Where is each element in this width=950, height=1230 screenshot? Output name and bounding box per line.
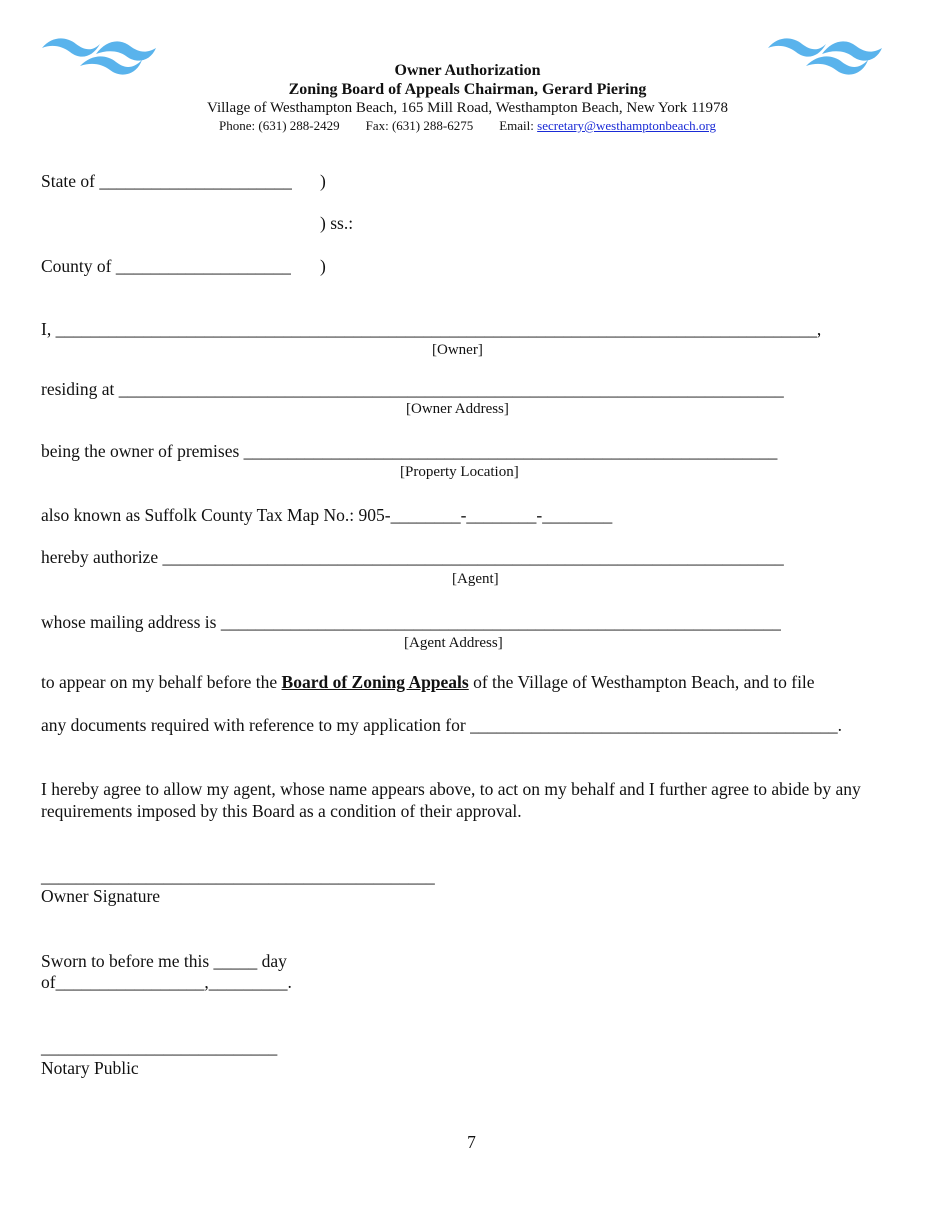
- application-field[interactable]: any documents required with reference to my application for __________________________________________.: [41, 715, 842, 735]
- owner-signature-label: Owner Signature: [41, 886, 161, 906]
- state-paren: ): [320, 171, 326, 191]
- board-name: Board of Zoning Appeals: [281, 672, 469, 692]
- agent-field[interactable]: hereby authorize _______________________________________________________________________: [41, 547, 784, 567]
- letterhead: [0, 61, 935, 134]
- agent-address-field[interactable]: whose mailing address is ________________________________________________________________: [41, 612, 781, 632]
- tax-map-field[interactable]: also known as Suffolk County Tax Map No.: 905-________-________-________: [41, 505, 613, 525]
- sworn-day-field[interactable]: Sworn to before me this _____ day: [41, 951, 287, 971]
- agent-caption: [Agent]: [452, 571, 499, 587]
- fax-number: Fax: (631) 288-6275: [365, 118, 474, 133]
- county-paren: ): [320, 256, 326, 276]
- document-subtitle: Zoning Board of Appeals Chairman, Gerard Piering: [288, 81, 647, 98]
- notary-label: Notary Public: [41, 1058, 139, 1078]
- property-location-caption: [Property Location]: [400, 464, 519, 480]
- property-location-field[interactable]: being the owner of premises _____________________________________________________________: [41, 441, 778, 461]
- email-label: Email:: [499, 118, 534, 133]
- agent-address-caption: [Agent Address]: [404, 635, 503, 651]
- contact-line: [0, 117, 935, 134]
- appear-statement: to appear on my behalf before the Board of Zoning Appeals of the Village of Westhampton Beach, and to file: [41, 672, 815, 692]
- state-field[interactable]: State of ______________________: [41, 171, 292, 191]
- ss-label: ) ss.:: [320, 213, 354, 233]
- document-title: Owner Authorization: [394, 62, 541, 79]
- notary-signature-field[interactable]: ___________________________: [41, 1037, 278, 1057]
- agreement-paragraph: I hereby agree to allow my agent, whose name appears above, to act on my behalf and I further agree to abide by any requirements imposed by this Board as a condition of their approval.: [41, 779, 861, 821]
- email-link[interactable]: secretary@westhamptonbeach.org: [537, 118, 716, 133]
- page-number: 7: [467, 1132, 476, 1152]
- owner-address-field[interactable]: residing at ____________________________________________________________________________: [41, 379, 784, 399]
- owner-caption: [Owner]: [432, 342, 483, 358]
- owner-address-caption: [Owner Address]: [406, 401, 509, 417]
- village-address: Village of Westhampton Beach, 165 Mill Road, Westhampton Beach, New York 11978: [207, 100, 728, 116]
- county-field[interactable]: County of ____________________: [41, 256, 291, 276]
- owner-name-field[interactable]: I, _______________________________________________________________________________________,: [41, 319, 822, 339]
- owner-signature-field[interactable]: _____________________________________________: [41, 866, 435, 886]
- phone-number: Phone: (631) 288-2429: [219, 118, 340, 133]
- sworn-month-year-field[interactable]: of_________________,_________.: [41, 972, 292, 992]
